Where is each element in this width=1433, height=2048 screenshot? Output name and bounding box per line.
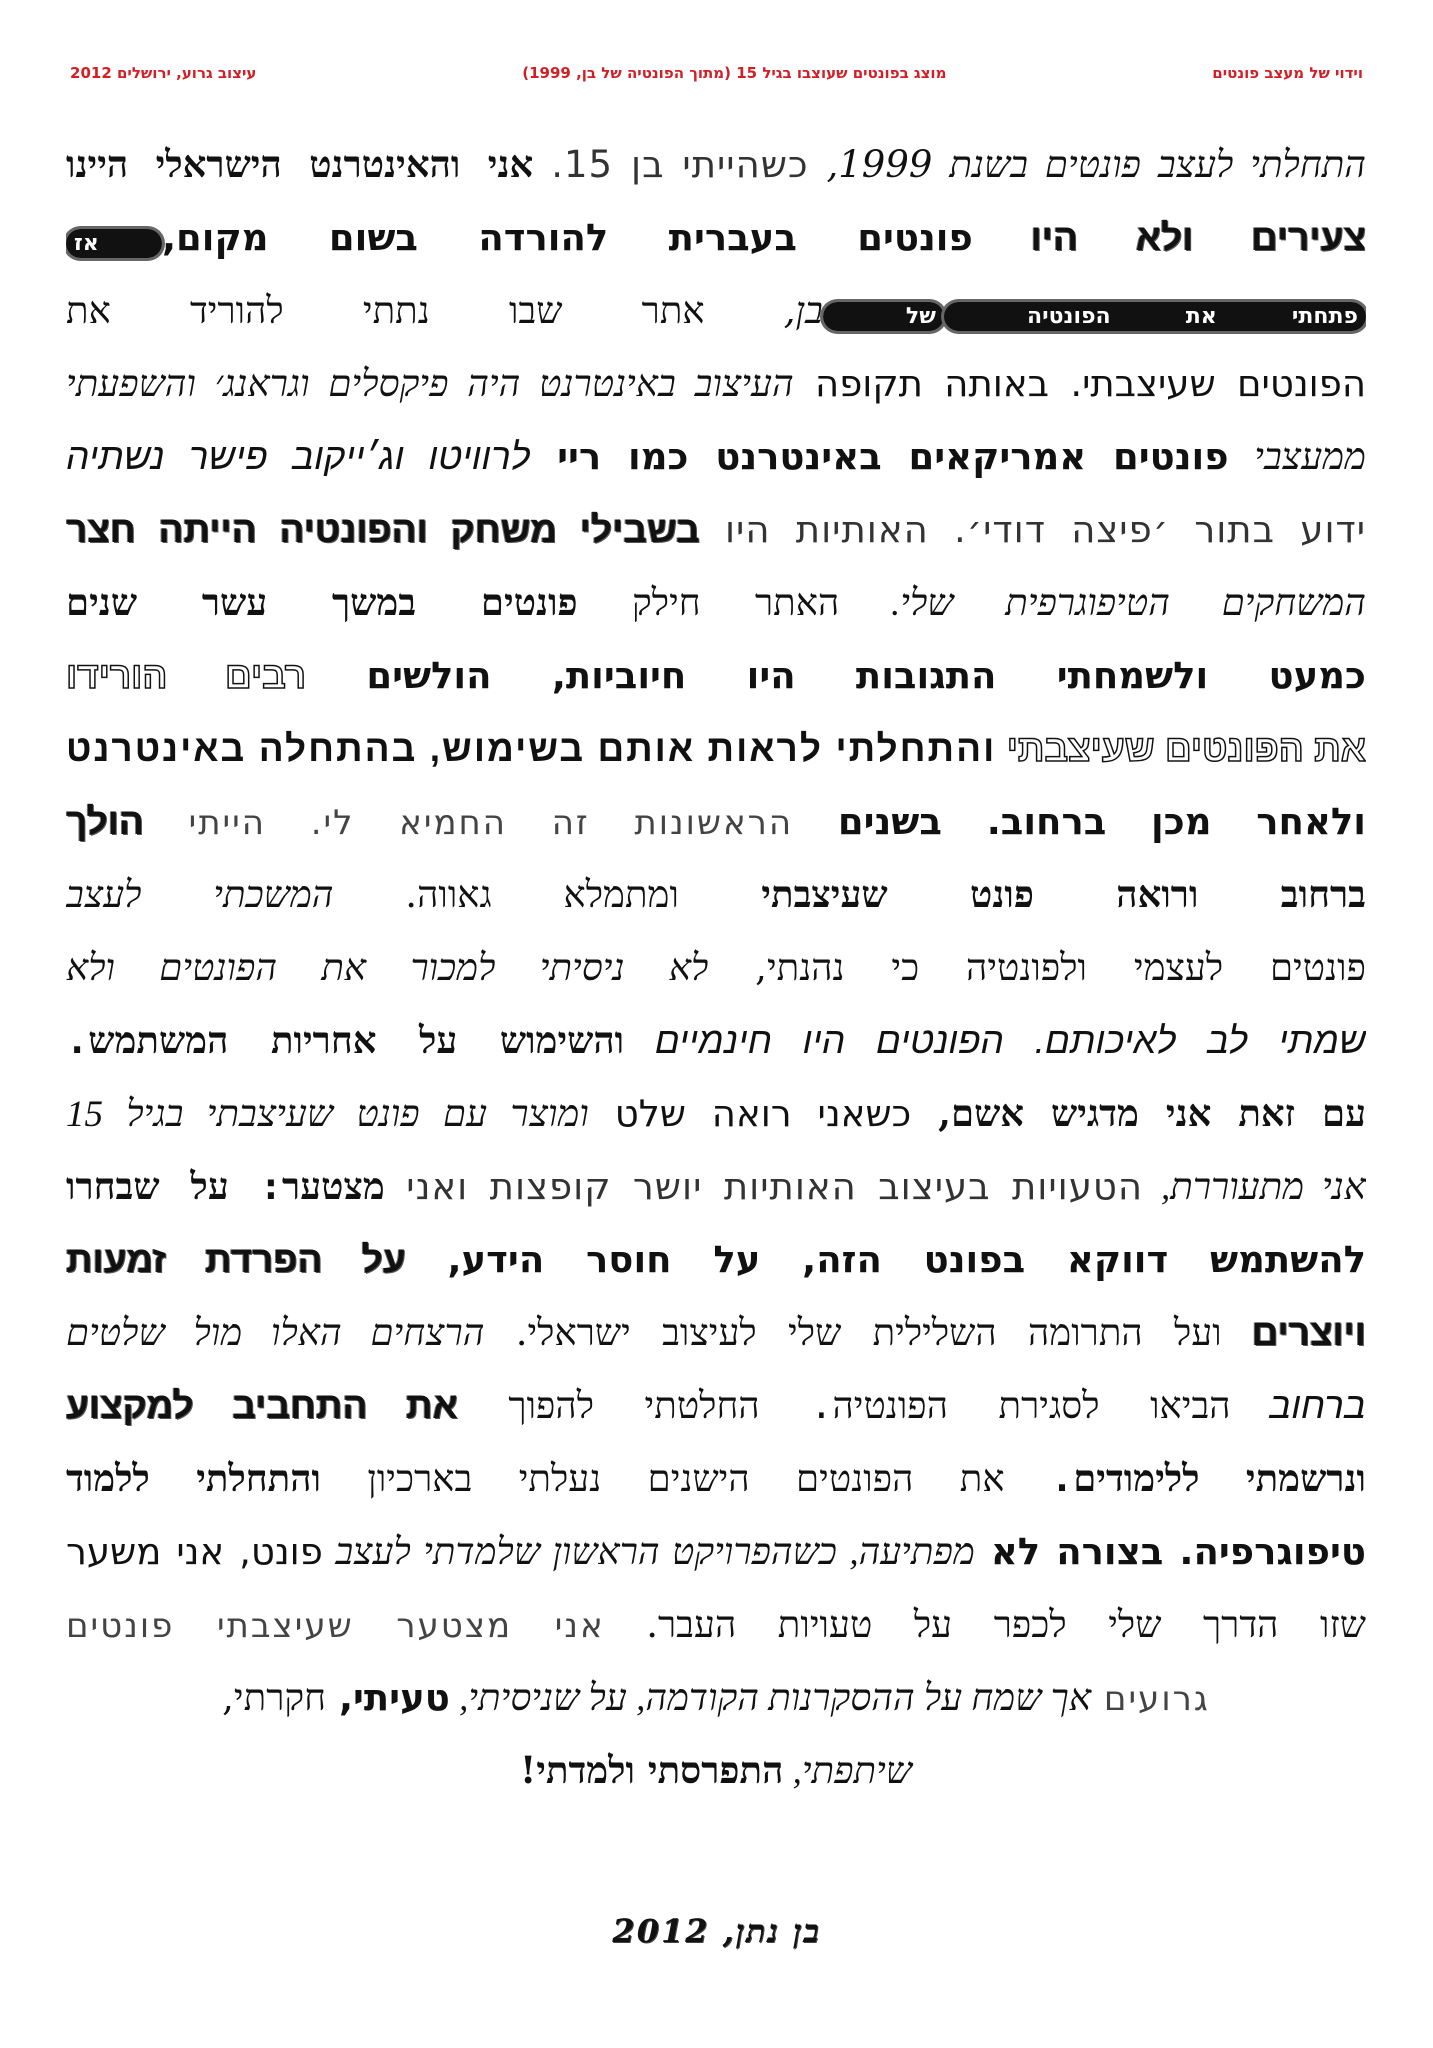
text-line xyxy=(66,566,1366,639)
text-segment: פונטים בעברית להורדה בשום מקום, xyxy=(161,216,973,259)
text-segment: ממעצבי xyxy=(1228,435,1366,478)
text-segment: הולך xyxy=(66,801,144,842)
text-segment: צעירים ולא היו xyxy=(972,217,1366,258)
manifesto-text xyxy=(66,128,1366,1807)
text-segment: אני מתעוררת, xyxy=(1143,1167,1366,1208)
text-segment: האותיות היו xyxy=(699,508,929,551)
text-line xyxy=(66,785,1366,858)
text-line xyxy=(66,201,1366,274)
text-segment: חקרתי, xyxy=(222,1676,327,1719)
text-segment: התחלתי לעצב פונטים בשנת 1999, xyxy=(826,143,1366,186)
text-segment: פונטים אמריקאים באינטרנט כמו ריי xyxy=(530,435,1229,478)
text-segment: כמעט ולשמחתי התגובות היו חיוביות, הולשים xyxy=(306,654,1366,697)
text-line xyxy=(66,128,1366,201)
text-segment: כשאני רואה שלט xyxy=(588,1092,912,1135)
text-segment: ועל התרומה השלילית שלי לעיצוב ישראלי. xyxy=(484,1311,1222,1354)
text-line xyxy=(66,1442,1366,1515)
text-segment: ונרשמתי ללימודים. xyxy=(1004,1457,1366,1500)
text-line xyxy=(66,1223,1366,1296)
text-segment: כשהייתי בן 15. xyxy=(533,143,827,186)
header-center-subtitle: מוצג בפונטים שעוצבו בגיל 15 (מתוך הפונטיה של בן, 1999) xyxy=(522,64,947,82)
text-segment: עם זאת אני מדגיש אשם, xyxy=(911,1091,1366,1135)
text-segment: הרצחים האלו מול שלטים xyxy=(66,1313,485,1354)
text-segment: פונט, אני משער xyxy=(66,1530,323,1573)
text-line xyxy=(66,420,1366,493)
text-segment: בן, xyxy=(704,289,823,332)
text-segment: שמתי לב לאיכותם. xyxy=(1004,1020,1366,1061)
text-segment: טעיתי, xyxy=(326,1676,450,1719)
text-segment: את הפונטים שעיצבתי xyxy=(996,728,1366,769)
text-segment: רבים הורידו xyxy=(66,655,307,696)
text-segment: פתחתי את הפונטיה xyxy=(944,302,1366,331)
text-segment: המשכתי לעצב xyxy=(66,873,334,916)
text-segment: פונטים לעצמי ולפונטיה כי נהנתי, xyxy=(708,946,1366,989)
text-segment: אתר שבו נתתי להוריד את xyxy=(66,289,705,332)
text-segment: על הפרדת זמעות xyxy=(66,1239,406,1280)
text-line xyxy=(66,493,1366,566)
text-line xyxy=(66,1150,1366,1223)
text-segment: אני והאינטרנט הישראלי היינו xyxy=(66,143,534,186)
text-segment: התפרסתי ולמדתי! xyxy=(520,1748,784,1792)
text-segment: ואני xyxy=(384,1165,469,1208)
signature: בן נתן, 2012 xyxy=(612,1912,821,1950)
text-segment: שזו הדרך שלי לכפר על טעויות העבר. xyxy=(604,1603,1366,1646)
text-segment: הביאו לסגירת הפונטיה. החלטתי להפוך xyxy=(457,1384,1231,1427)
text-line xyxy=(66,1077,1366,1150)
text-line xyxy=(66,1296,1366,1369)
text-segment: והתחלתי לראות אותם בשימוש, בהתחלה באינטרנט xyxy=(66,728,997,769)
text-segment: והשימוש על אחריות המשתמש. xyxy=(66,1019,625,1062)
text-segment: ולאחר מכן ברחוב. בשנים xyxy=(793,800,1366,843)
text-segment: לרוויטו וג׳ייקוב פישר נשתיה xyxy=(66,436,531,477)
text-line xyxy=(66,1369,1366,1442)
text-line xyxy=(66,858,1366,931)
text-line xyxy=(66,1588,1366,1661)
text-segment: שיתפתי, xyxy=(783,1751,912,1792)
text-segment: הראשונות זה החמיא לי. הייתי xyxy=(143,803,794,843)
text-segment: אך שמח על ההסקרנות הקודמה, xyxy=(626,1678,1092,1719)
text-segment: אני מצטער שעיצבתי פונטים xyxy=(66,1606,605,1646)
text-segment: העיצוב באינטרנט היה פיקסלים וגראנג׳ והשפעתי xyxy=(66,364,794,405)
text-segment: גרועים xyxy=(1091,1679,1210,1719)
header-bar xyxy=(70,58,1363,88)
text-segment: ברחוב xyxy=(1230,1385,1366,1426)
text-segment: את הפונטים הישנים נעלתי בארכיון xyxy=(321,1457,1005,1500)
text-segment: מפתיעה, כשהפרויקט הראשון שלמדתי לעצב xyxy=(322,1532,975,1573)
text-line xyxy=(66,347,1366,420)
text-line xyxy=(66,1515,1366,1588)
text-line xyxy=(66,274,1366,347)
text-segment: והתחלתי ללמוד xyxy=(66,1457,321,1500)
text-segment: בשבילי משחק והפונטיה הייתה חצר xyxy=(66,509,700,550)
text-segment: האתר חילק xyxy=(577,581,840,624)
text-line xyxy=(66,931,1366,1004)
header-right-title: וידוי של מעצב פונטים xyxy=(1212,64,1363,82)
text-line xyxy=(66,639,1366,712)
text-segment: אז xyxy=(66,229,162,258)
text-segment: של xyxy=(823,302,944,331)
text-line xyxy=(66,712,1366,785)
text-segment: ומתמלא גאווה. xyxy=(333,873,679,916)
header-left-credit: עיצוב גרוע, ירושלים 2012 xyxy=(70,64,257,82)
text-segment: מצטער: על שבחרו xyxy=(66,1165,385,1208)
text-segment: ומוצר עם פונט שעיצבתי בגיל 15 xyxy=(66,1094,589,1135)
text-segment: להשתמש דווקא בפונט הזה, על חוסר הידע, xyxy=(405,1238,1366,1281)
text-segment: הפונטים היו חינמיים xyxy=(624,1020,1005,1061)
text-segment: טיפוגרפיה. בצורה לא xyxy=(974,1530,1366,1573)
text-segment: המשחקים הטיפוגרפית שלי. xyxy=(839,583,1366,624)
text-segment: על שניסיתי, xyxy=(449,1678,627,1719)
text-segment: הטעויות בעיצוב האותיות יושר קופצות xyxy=(468,1165,1144,1208)
text-segment: ויוצרים xyxy=(1221,1312,1366,1353)
text-line xyxy=(66,1004,1366,1077)
text-segment: ברחוב ורואה פונט שעיצבתי xyxy=(678,873,1366,916)
text-segment: את התחביב למקצוע xyxy=(66,1385,458,1426)
text-segment: ידוע בתור ׳פיצה דודי׳. xyxy=(928,508,1366,551)
text-segment: לא ניסיתי למכור את הפונטים ולא xyxy=(66,948,709,989)
text-line xyxy=(66,1661,1366,1734)
text-segment: הפונטים שעיצבתי. באותה תקופה xyxy=(793,362,1366,405)
text-segment: פונטים במשך עשר שנים xyxy=(66,581,578,624)
text-line xyxy=(66,1734,1366,1807)
